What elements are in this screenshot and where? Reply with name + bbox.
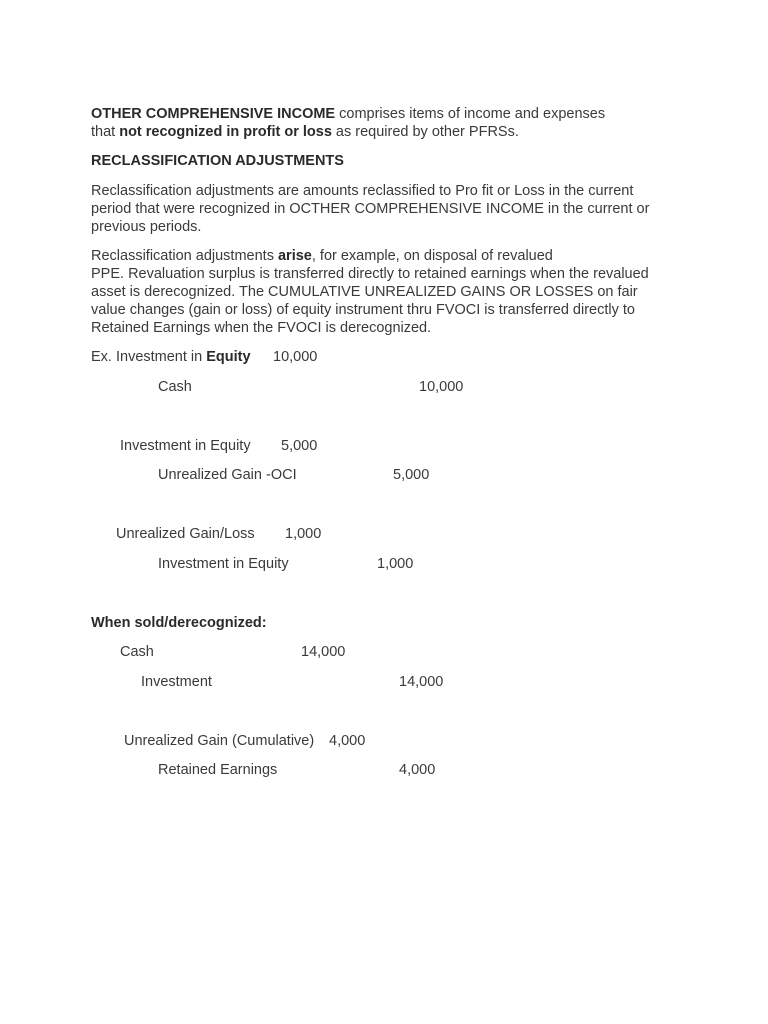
entry-3-credit-account: Investment in Equity (158, 556, 289, 572)
oci-definition-paragraph (91, 105, 691, 141)
entry-3-debit-amount: 1,000 (285, 526, 322, 542)
entry-1-credit-account: Cash (158, 379, 192, 395)
sold-heading: When sold/derecognized: (91, 615, 267, 631)
arise-emphasis: arise (277, 248, 312, 264)
entry-2-debit-account: Investment in Equity (120, 438, 251, 454)
entry-2-credit-amount: 5,000 (393, 467, 430, 483)
reclassification-definition-paragraph: Reclassification adjustments are amounts reclassified to Pro fit or Loss in the current period that were recognized in OCTHER COMPREHENSIVE INCOME in the current or previous periods. (91, 183, 650, 235)
entry-2-debit-amount: 5,000 (281, 438, 318, 454)
oci-emphasis: not recognized in profit or loss (119, 124, 332, 140)
oci-definition-line-1: OTHER COMPREHENSIVE INCOME comprises items of income and expenses (91, 106, 606, 122)
entry-1-debit-amount: 10,000 (273, 349, 318, 365)
entry-5-debit-amount: 4,000 (329, 733, 366, 749)
entry-3-debit-account: Unrealized Gain/Loss (116, 526, 255, 542)
entry-5-credit-account: Retained Earnings (158, 762, 278, 778)
entry-1-debit-account: Ex. Investment in Equity (91, 349, 251, 365)
oci-term: OTHER COMPREHENSIVE INCOME (91, 106, 336, 122)
entry-4-credit-amount: 14,000 (399, 674, 444, 690)
entry-3-credit-amount: 1,000 (377, 556, 414, 572)
entry-1-credit-amount: 10,000 (419, 379, 464, 395)
entry-4-debit-account: Cash (120, 644, 154, 660)
entry-5-debit-account: Unrealized Gain (Cumulative) (124, 733, 315, 749)
entry-4-credit-account: Investment (141, 674, 212, 690)
entry-5-credit-amount: 4,000 (399, 762, 436, 778)
entry-4-debit-amount: 14,000 (301, 644, 346, 660)
oci-definition-line-2: that not recognized in profit or loss as required by other PFRSs. (91, 124, 519, 140)
section-heading: RECLASSIFICATION ADJUSTMENTS (91, 153, 344, 169)
reclassification-example-paragraph: Reclassification adjustments arise, for example, on disposal of revalued PPE. Revaluation surplus is transferred directly to retained earnings when the revalued asset is derecognized. The CUMULATIVE UNREALIZED GAINS OR LOSSES on fair value changes (gain or loss) of equity instrument thru FVOCI is transferred directly to Retained Earnings when the FVOCI is derecognized. (91, 248, 649, 336)
entry-2-credit-account: Unrealized Gain -OCI (158, 467, 297, 483)
